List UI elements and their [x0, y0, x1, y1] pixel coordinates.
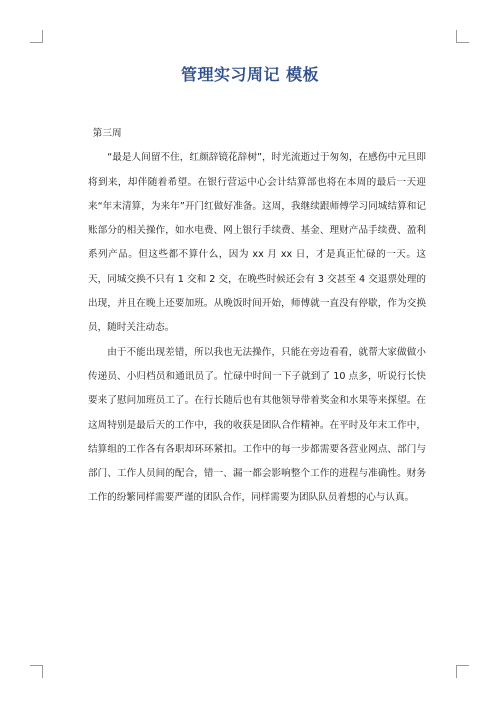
- crop-mark-top-left: [30, 30, 43, 43]
- crop-mark-top-right: [456, 30, 469, 43]
- week-label: 第三周: [92, 128, 122, 139]
- crop-mark-bottom-right: [456, 665, 469, 678]
- document-body: [88, 122, 426, 511]
- crop-mark-bottom-left: [30, 665, 43, 678]
- document-title: 管理实习周记 模板: [180, 65, 320, 84]
- paragraph-1: “最是人间留不住，红颜辞镜花辞树”，时光流逝过于匆匆，在感伤中元旦即将到来，却伴随着希望。在银行营运中心会计结算部也将在本周的最后一天迎来“年末清算，为来年”开门红做好准备。这周，我继续跟师傅学习同城结算和记账部分的相关操作，如水电费、网上银行手续费、基金、理财产品手续费、盈利系列产品。但这些都不算什么，因为 xx 月 xx 日，才是真正忙碌的一天。这天，同城交换不只有 1 交和 2 交，在晚些时候还会有 3 交甚至 4 交退票处理的出现，并且在晚上还要加班。从晚饭时间开始，师傅就一直没有停歇，作为交换员，随时关注动态。: [88, 152, 426, 334]
- paragraph-2: 由于不能出现差错，所以我也无法操作，只能在旁边看看，就帮大家做做小传递员、小归档员和通讯员了。忙碌中时间一下子就到了 10 点多，听说行长快要来了慰问加班员工了。在行长随后也有其他领导带着奖金和水果等来探望。在这周特别是最后天的工作中，我的收获是团队合作精神。在平时及年末工作中，结算组的工作各有各职却环环紧扣。工作中的每一步都需要各营业网点、部门与部门、工作人员间的配合，错一、漏一都会影响整个工作的进程与准确性。财务工作的纷繁同样需要严谨的团队合作，同样需要为团队队员着想的心与认真。: [88, 346, 426, 504]
